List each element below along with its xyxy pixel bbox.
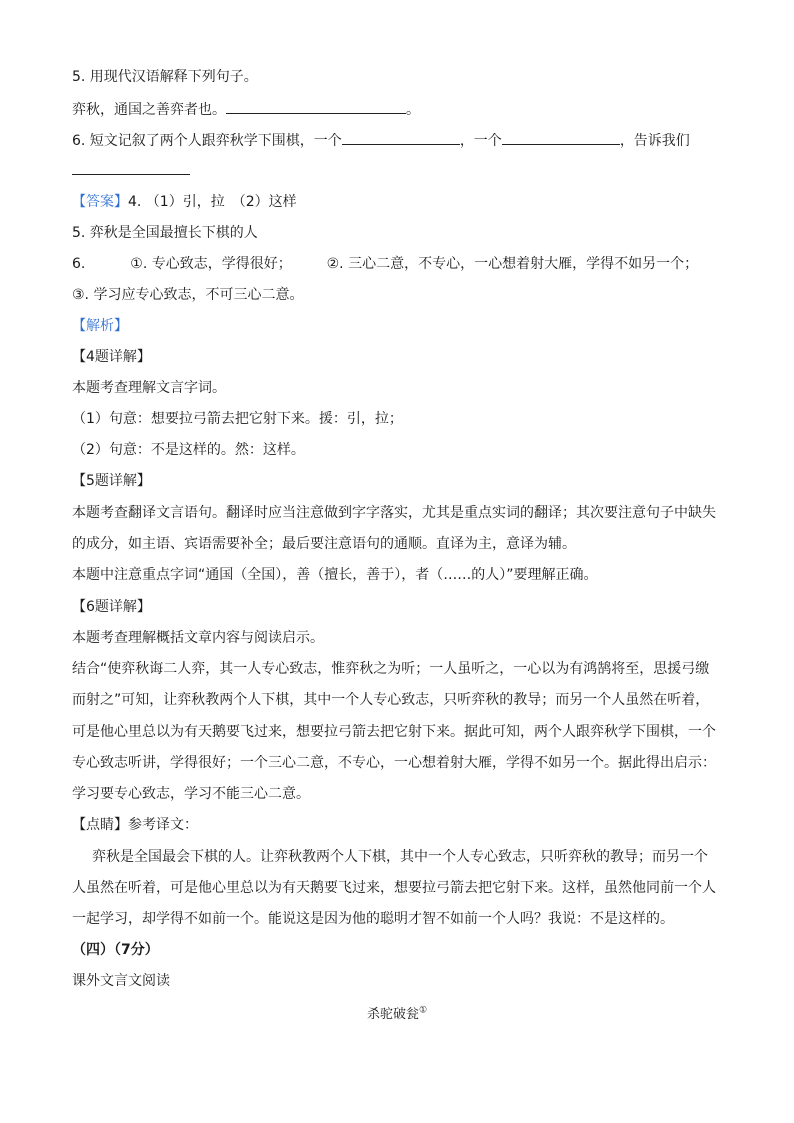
q6-blank-2[interactable] (502, 130, 620, 145)
q6-blank-line (72, 160, 724, 181)
answer-line-4 (72, 192, 724, 212)
q5-detail-2: 的成分，如主语、宾语需要补全；最后要注意语句的通顺。直译为主，意译为辅。 (72, 536, 576, 552)
q5-end: 。 (406, 102, 420, 118)
q6-detail-1: 本题考查理解概括文章内容与阅读启示。 (72, 630, 324, 646)
heading-q4-detail: 【4题详解】 (72, 349, 151, 365)
answer-6-number: 6. (72, 256, 86, 272)
q6-detail-3: 而射之”可知，让弈秋教两个人下棋，其中一个人专心致志，只听弈秋的教导；而另一个人虽然在听着， (72, 692, 710, 708)
q6-blank-3[interactable] (72, 160, 190, 175)
q6-blank-1[interactable] (342, 130, 460, 145)
answer-line-6 (72, 254, 724, 274)
q6-part1: 6. 短文记叙了两个人跟弈秋学下围棋，一个 (72, 133, 342, 149)
q6-detail-2: 结合“使弈秋诲二人弈，其一人专心致志，惟弈秋之为听；一人虽听之，一心以为有鸿鹄将至，思援弓缴 (72, 661, 710, 677)
q4-detail-2: （1）句意：想要拉弓箭去把它射下来。援：引，拉； (72, 411, 403, 427)
answer-6-choice-1: ①. 专心致志，学得很好； (130, 256, 292, 272)
answer-5: 5. 弈秋是全国最擅长下棋的人 (72, 225, 258, 241)
q4-detail-1: 本题考查理解文言字词。 (72, 380, 226, 396)
q5-sentence: 弈秋，通国之善弈者也。 (72, 102, 226, 118)
q6-question-line (72, 130, 724, 151)
dianjing-tag: 【点睛】 (72, 817, 128, 833)
q6-part3: ，告诉我们 (619, 133, 690, 149)
translation-3: 一起学习，却学得不如前一个。能说这是因为他的聪明才智不如前一个人吗？我说：不是这样的。 (72, 911, 674, 927)
passage-title-text: 杀驼破瓮 (366, 1007, 419, 1022)
answer-4: 4. （1）引，拉 （2）这样 (128, 194, 297, 210)
analysis-tag: 【解析】 (72, 318, 128, 334)
q6-part2: ，一个 (459, 133, 502, 149)
q6-detail-6: 学习要专心致志，学习不能三心二意。 (72, 786, 310, 802)
footnote-marker[interactable]: ① (418, 1005, 428, 1016)
q5-answer-blank[interactable] (226, 99, 406, 114)
q5-detail-1: 本题考查翻译文言语句。翻译时应当注意做到字字落实，尤其是重点实词的翻译；其次要注意句子中缺失 (72, 505, 716, 521)
answer-6-choice-3: ③. 学习应专心致志，不可三心二意。 (72, 287, 304, 303)
section-subheading: 课外文言文阅读 (72, 973, 170, 989)
answer-6-choice-2: ②. 三心二意，不专心，一心想着射大雁，学得不如另一个； (326, 256, 699, 272)
translation-2: 人虽然在听着，可是他心里总以为有天鹅要飞过来，想要拉弓箭去把它射下来。这样，虽然他同前一个人 (72, 880, 716, 896)
dianjing-label: 参考译文： (128, 817, 198, 833)
section-heading: （四）（7分） (72, 942, 159, 958)
dianjing-line (72, 815, 724, 835)
translation-1: 弈秋是全国最会下棋的人。让弈秋教两个人下棋，其中一个人专心致志，只听弈秋的教导；而另一个 (92, 849, 708, 865)
q5-sentence-line (72, 99, 724, 120)
q6-detail-5: 专心致志听讲，学得很好；一个三心二意，不专心，一心想着射大雁，学得不如另一个。据此得出启示： (72, 755, 716, 771)
passage-title (0, 1003, 794, 1022)
q5-detail-3: 本题中注意重点字词“通国（全国），善（擅长，善于），者（……的人）”要理解正确。 (72, 567, 598, 583)
q6-detail-4: 可是他心里总以为有天鹅要飞过来，想要拉弓箭去把它射下来。据此可知，两个人跟弈秋学下围棋，一个 (72, 724, 716, 740)
q5-prompt: 5. 用现代汉语解释下列句子。 (72, 69, 258, 85)
heading-q6-detail: 【6题详解】 (72, 599, 151, 615)
q4-detail-3: （2）句意：不是这样的。然：这样。 (72, 442, 305, 458)
answer-tag: 【答案】 (72, 194, 128, 210)
heading-q5-detail: 【5题详解】 (72, 473, 151, 489)
